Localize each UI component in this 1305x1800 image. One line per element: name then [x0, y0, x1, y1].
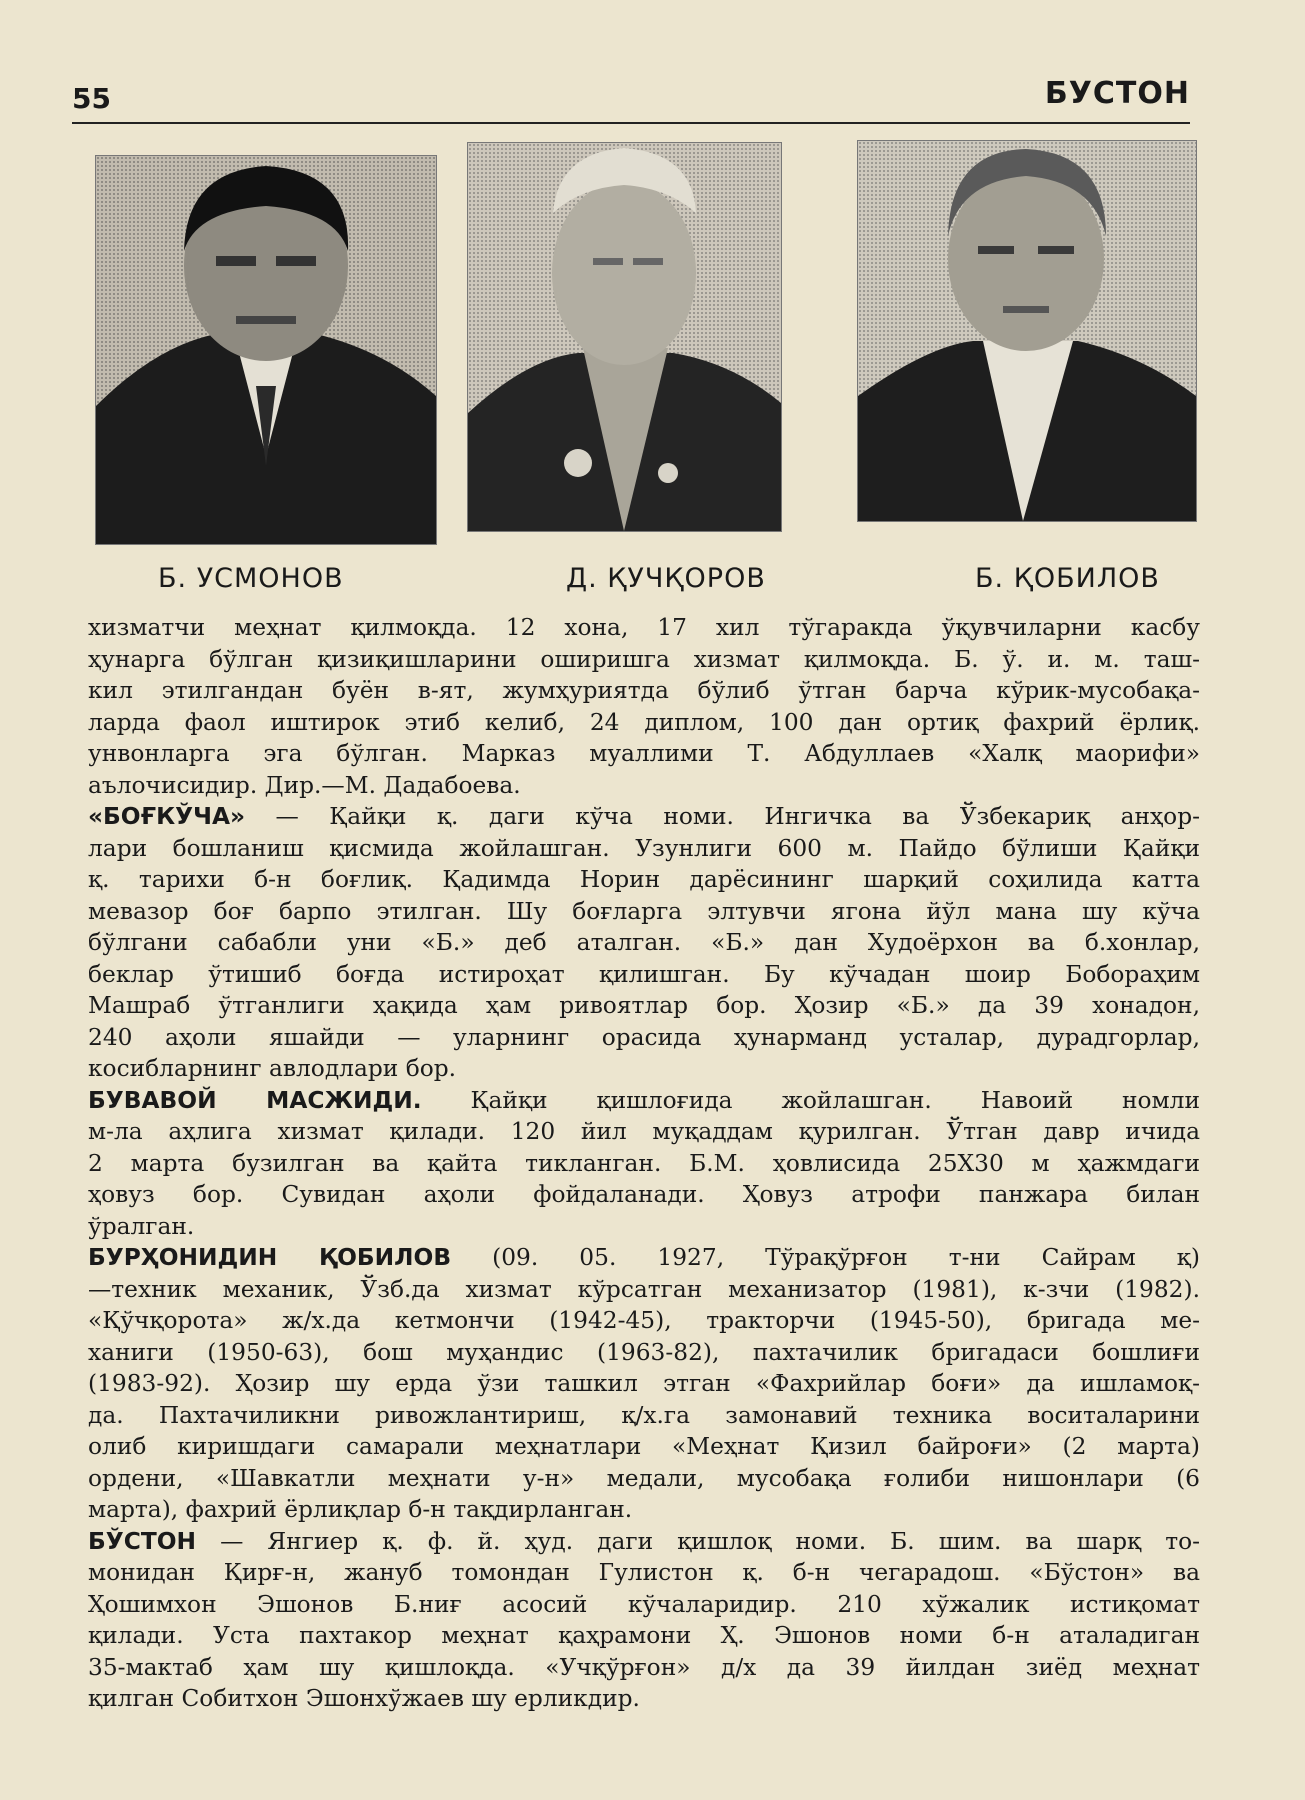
entry-first-line: [88, 801, 1200, 833]
entry-first-line: [88, 1242, 1200, 1274]
text-line: кил этилгандан буён в-ят, жумҳуриятда бўлиб ўтган барча кўрик-мусобақа-: [88, 677, 1200, 704]
portrait-photo-kuchkorov: [467, 142, 782, 532]
text-line: хизматчи меҳнат қилмоқда. 12 хона, 17 хил тўгаракда ўқувчиларни касбу: [88, 614, 1200, 641]
portrait-photo-kobilov: [857, 140, 1197, 522]
text-line: ордени, «Шавкатли меҳнати у-н» медали, мусобақа ғолиби нишонлари (6: [88, 1464, 1200, 1492]
text-line: қ. тарихи б-н боғлиқ. Қадимда Норин дарёсининг шарқий соҳилида катта: [88, 866, 1200, 893]
text-line: Қайқи қишлоғида жойлашган. Навоий номли: [421, 1086, 1200, 1114]
text-line: беклар ўтишиб боғда истироҳат қилишган. Бу кўчадан шоир Бобораҳим: [88, 960, 1200, 988]
text-line: олиб киришдаги самарали меҳнатлари «Меҳнат Қизил байроғи» (2 марта): [88, 1433, 1200, 1460]
text-line: Ҳошимхон Эшонов Б.ниғ асосий кўчаларидир. 210 хўжалик истиқомат: [88, 1590, 1200, 1618]
text-line: —техник механик, Ўзб.да хизмат кўрсатган механизатор (1981), к-зчи (1982).: [88, 1275, 1200, 1303]
text-line: ҳунарга бўлган қизиқишларини оширишга хизмат қилмоқда. Б. ў. и. м. таш-: [88, 645, 1200, 673]
entry-headword: БЎСТОН: [88, 1527, 197, 1555]
page-number: 55: [72, 82, 111, 115]
text-line: м-ла аҳлига хизмат қилади. 120 йил муқаддам қурилган. Ўтган давр ичида: [88, 1118, 1200, 1145]
text-line: 35-мактаб ҳам шу қишлоқда. «Учқўрғон» д/х да 39 йилдан зиёд меҳнат: [88, 1653, 1200, 1681]
header-rule: [72, 122, 1190, 124]
photo-caption-kuchkorov: Д. ҚУЧҚОРОВ: [566, 563, 766, 594]
text-line: қилган Собитхон Эшонхўжаев шу ерликдир.: [88, 1685, 640, 1712]
text-line: марта), фахрий ёрлиқлар б-н тақдирланган.: [88, 1496, 633, 1523]
entry-headword: БУВАВОЙ МАСЖИДИ.: [88, 1086, 422, 1114]
text-line: 240 аҳоли яшайди — уларнинг орасида ҳунарманд усталар, дурадгорлар,: [88, 1023, 1200, 1051]
entry-headword: БУРҲОНИДИН ҚОБИЛОВ: [88, 1244, 452, 1271]
encyclopedia-text: [88, 612, 1200, 1715]
text-line: аълочисидир. Дир.—М. Дадабоева.: [88, 771, 521, 799]
entry-first-line: [88, 1085, 1200, 1117]
text-line: лари бошланиш қисмида жойлашган. Узунлиги 600 м. Пайдо бўлиши Қайқи: [88, 834, 1200, 862]
text-line: 2 марта бузилган ва қайта тикланган. Б.М. ҳовлисида 25Х30 м ҳажмдаги: [88, 1149, 1200, 1177]
entry-first-line: [88, 1526, 1200, 1558]
entry-headword: «БОҒКЎЧА»: [88, 803, 246, 830]
text-line: бўлгани сабабли уни «Б.» деб аталган. «Б.» дан Худоёрхон ва б.хонлар,: [88, 929, 1200, 956]
text-line: ўралган.: [88, 1212, 195, 1240]
text-line: — Қайқи қ. даги кўча номи. Ингичка ва Ўзбекариқ анҳор-: [245, 803, 1200, 830]
portrait-photo-usmonov: [95, 155, 437, 545]
text-line: мевазор боғ барпо этилган. Шу боғларга элтувчи ягона йўл мана шу кўча: [88, 897, 1200, 925]
text-line: унвонларга эга бўлган. Марказ муаллими Т. Абдуллаев «Халқ маорифи»: [88, 740, 1200, 767]
text-line: Машраб ўтганлиги ҳақида ҳам ривоятлар бор. Ҳозир «Б.» да 39 хонадон,: [88, 992, 1200, 1019]
text-line: ханиги (1950-63), бош муҳандис (1963-82), пахтачилик бригадаси бошлиғи: [88, 1338, 1200, 1366]
page-header: [72, 68, 1190, 128]
running-head: БУСТОН: [1044, 76, 1190, 111]
text-line: (09. 05. 1927, Тўрақўрғон т-ни Сайрам қ): [451, 1244, 1200, 1271]
text-line: монидан Қирғ-н, жануб томондан Гулистон қ. б-н чегарадош. «Бўстон» ва: [88, 1559, 1200, 1586]
text-line: косибларнинг авлодлари бор.: [88, 1055, 457, 1082]
text-line: «Қўчқорота» ж/х.да кетмончи (1942-45), тракторчи (1945-50), бригада ме-: [88, 1307, 1200, 1334]
text-line: ларда фаол иштирок этиб келиб, 24 диплом, 100 дан ортиқ фахрий ёрлиқ.: [88, 708, 1200, 736]
text-line: ҳовуз бор. Сувидан аҳоли фойдаланади. Ҳовуз атрофи панжара билан: [88, 1181, 1200, 1208]
text-line: (1983-92). Ҳозир шу ерда ўзи ташкил этган «Фахрийлар боғи» да ишламоқ-: [88, 1370, 1200, 1397]
photo-caption-kobilov: Б. ҚОБИЛОВ: [975, 563, 1160, 594]
text-line: қилади. Уста пахтакор меҳнат қаҳрамони Ҳ. Эшонов номи б-н аталадиган: [88, 1622, 1200, 1649]
photo-caption-usmonov: Б. УСМОНОВ: [158, 563, 344, 594]
text-line: — Янгиер қ. ф. й. ҳуд. даги қишлоқ номи. Б. шим. ва шарқ то-: [196, 1527, 1200, 1555]
text-line: да. Пахтачиликни ривожлантириш, қ/х.га замонавий техника воситаларини: [88, 1401, 1200, 1429]
